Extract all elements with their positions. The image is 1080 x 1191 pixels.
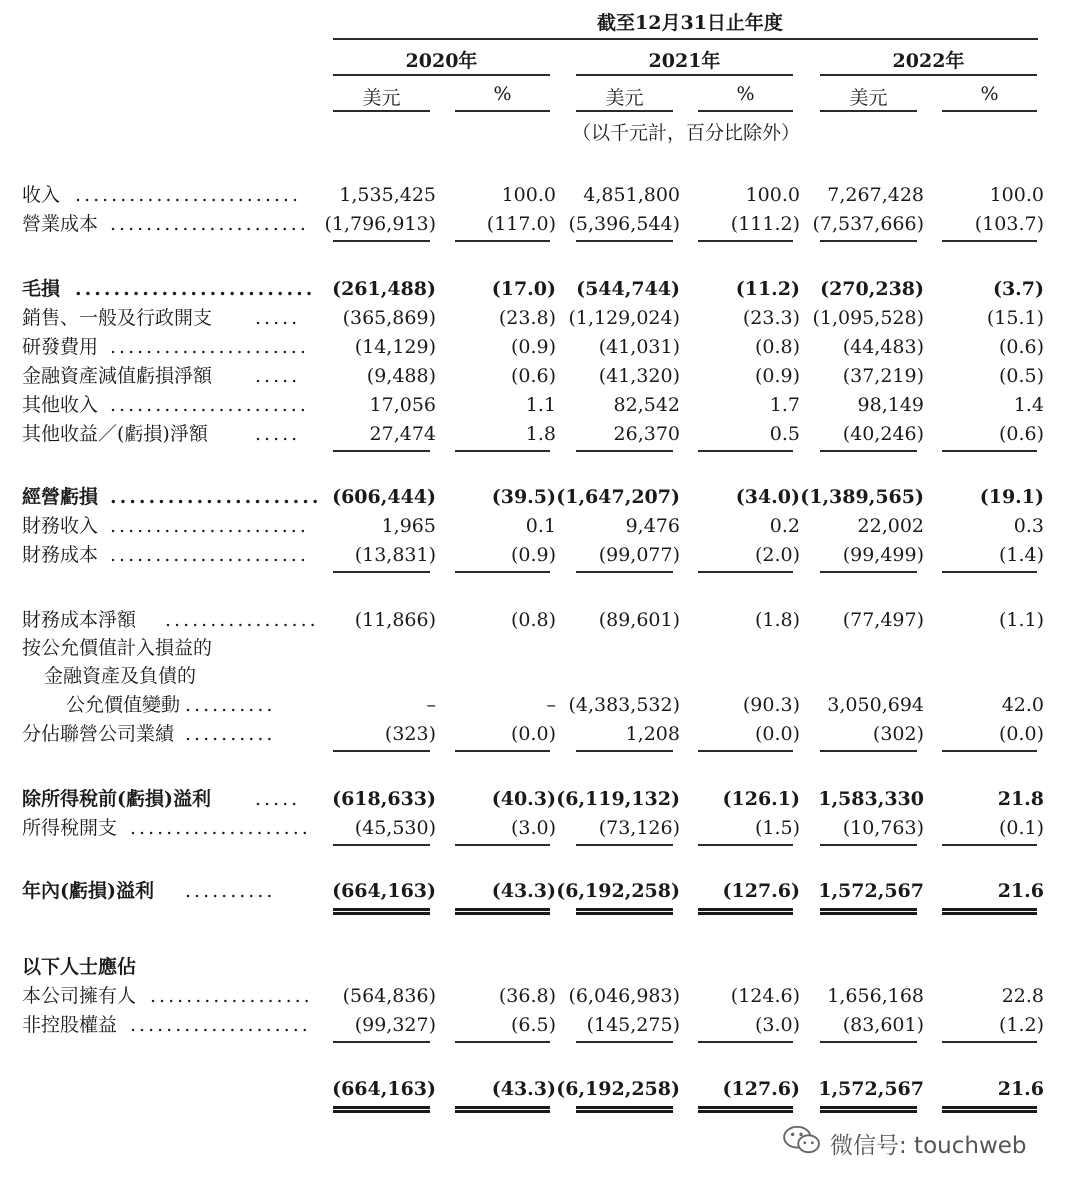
value-2022-pct: (1.4) — [998, 544, 1044, 566]
row-rnd: 研發費用 ...................... (14,129) (0.9) (41,031) (0.8) (44,483) (0.6) — [0, 333, 1080, 362]
value-2020-pct: 1.1 — [525, 394, 556, 416]
value-2021-usd: (1,647,207) — [556, 486, 680, 508]
value-2020-usd: (323) — [384, 723, 436, 745]
value-2021-usd: (99,077) — [598, 544, 680, 566]
row-finance-net: 財務成本淨額 ................. (11,866) (0.8) (89,601) (1.8) (77,497) (1.1) — [0, 606, 1080, 635]
value-2021-usd: 82,542 — [613, 394, 680, 416]
row-label: 公允價值變動 — [66, 694, 181, 716]
value-2020-usd: (564,836) — [342, 985, 436, 1007]
row-income-tax: 所得稅開支 .................... (45,530) (3.0) (73,126) (1.5) (10,763) (0.1) — [0, 814, 1080, 843]
value-2021-pct: (0.9) — [754, 365, 800, 387]
value-2020-pct: (0.9) — [510, 336, 556, 358]
row-label: 財務成本淨額 — [22, 609, 137, 631]
value-2020-usd: (618,633) — [332, 788, 436, 810]
value-2022-usd: 98,149 — [857, 394, 924, 416]
value-2020-pct: 1.8 — [525, 423, 556, 445]
value-2020-usd: (606,444) — [332, 486, 436, 508]
value-2021-pct: (126.1) — [722, 788, 800, 810]
value-2022-usd: (1,389,565) — [800, 486, 924, 508]
value-2021-usd: (1,129,024) — [568, 307, 680, 329]
value-2022-usd: 1,583,330 — [818, 788, 924, 810]
row-other-income: 其他收入 ...................... 17,056 1.1 82,542 1.7 98,149 1.4 — [0, 391, 1080, 420]
row-label: 銷售、一般及行政開支 — [22, 307, 213, 329]
value-2021-usd: 9,476 — [625, 515, 680, 537]
subtotal-rule — [333, 240, 430, 242]
value-2020-usd: (664,163) — [332, 880, 436, 902]
value-2021-pct: (127.6) — [722, 1078, 800, 1100]
value-2022-pct: (0.5) — [998, 365, 1044, 387]
value-2022-usd: (83,601) — [842, 1014, 924, 1036]
value-2020-pct: (17.0) — [491, 278, 556, 300]
value-2020-pct: (0.8) — [510, 609, 556, 631]
value-2022-pct: (0.6) — [998, 336, 1044, 358]
row-sga: 銷售、一般及行政開支 ..... (365,869) (23.8) (1,129,024) (23.3) (1,095,528) (15.1) — [0, 304, 1080, 333]
subtotal-rule — [576, 450, 673, 452]
value-2020-usd: (1,796,913) — [324, 213, 436, 235]
row-impairment: 金融資產減值虧損淨額 ..... (9,488) (0.6) (41,320) (0.9) (37,219) (0.5) — [0, 362, 1080, 391]
value-2020-pct: (23.8) — [498, 307, 556, 329]
total-double-rule — [942, 1106, 1037, 1113]
value-2020-pct: (36.8) — [498, 985, 556, 1007]
row-label: 除所得稅前(虧損)溢利 — [22, 788, 211, 810]
row-fv-label-1 — [0, 634, 1080, 663]
value-2020-usd: (365,869) — [342, 307, 436, 329]
value-2022-pct: (19.1) — [979, 486, 1044, 508]
value-2021-usd: (145,275) — [586, 1014, 680, 1036]
subtotal-rule — [820, 1041, 917, 1043]
value-2020-usd: (11,866) — [354, 609, 436, 631]
total-double-rule — [820, 908, 917, 915]
row-label: 按公允價值計入損益的 — [22, 637, 213, 659]
value-2021-pct: (11.2) — [735, 278, 800, 300]
subtotal-rule — [333, 844, 430, 846]
row-label: 分佔聯營公司業績 — [22, 723, 175, 745]
subtotal-rule — [333, 571, 430, 573]
row-label: 營業成本 — [22, 213, 99, 235]
value-2022-pct: (0.6) — [998, 423, 1044, 445]
value-2020-usd: (664,163) — [332, 1078, 436, 1100]
subtotal-rule — [698, 571, 793, 573]
subtotal-rule — [333, 450, 430, 452]
row-pretax: 除所得稅前(虧損)溢利 ..... (618,633) (40.3) (6,119,132) (126.1) 1,583,330 21.8 — [0, 785, 1080, 814]
value-2020-usd: 1,965 — [381, 515, 436, 537]
value-2022-usd: 7,267,428 — [827, 184, 924, 206]
row-label: 經營虧損 — [22, 486, 99, 508]
row-nci: 非控股權益 .................... (99,327) (6.5) (145,275) (3.0) (83,601) (1.2) — [0, 1011, 1080, 1040]
value-2021-pct: (127.6) — [722, 880, 800, 902]
year-2022: 2022年 — [892, 50, 965, 72]
subtotal-rule — [942, 844, 1037, 846]
value-2021-usd: (5,396,544) — [568, 213, 680, 235]
subtotal-rule — [455, 450, 550, 452]
value-2022-usd: (44,483) — [842, 336, 924, 358]
wechat-icon — [782, 1124, 822, 1156]
row-label: 其他收入 — [22, 394, 99, 416]
value-2021-usd: 1,208 — [625, 723, 680, 745]
value-2022-pct: (15.1) — [986, 307, 1044, 329]
value-2022-usd: (270,238) — [820, 278, 924, 300]
value-2020-pct: (117.0) — [486, 213, 556, 235]
year-2020: 2020年 — [405, 50, 478, 72]
value-2021-pct: 0.2 — [769, 515, 800, 537]
unit-usd: 美元 — [849, 87, 888, 109]
subtotal-rule — [942, 1041, 1037, 1043]
value-2022-usd: 3,050,694 — [827, 694, 924, 716]
value-2020-pct: (39.5) — [491, 486, 556, 508]
subtotal-rule — [820, 844, 917, 846]
total-double-rule — [942, 908, 1037, 915]
value-2021-pct: (0.8) — [754, 336, 800, 358]
row-label: 收入 — [22, 184, 61, 206]
value-2020-pct: – — [546, 694, 556, 716]
subtotal-rule — [820, 571, 917, 573]
header-rule — [333, 38, 1038, 40]
value-2021-pct: 0.5 — [769, 423, 800, 445]
year-2021: 2021年 — [648, 50, 721, 72]
row-fv-changes: 公允價值變動 .......... – – (4,383,532) (90.3) 3,050,694 42.0 — [0, 691, 1080, 720]
row-label: 毛損 — [22, 278, 61, 300]
unit-percent: % — [736, 83, 755, 105]
unit-rule — [455, 110, 550, 112]
subtotal-rule — [698, 750, 793, 752]
subtotal-rule — [942, 571, 1037, 573]
value-2022-pct: (1.1) — [998, 609, 1044, 631]
value-2022-usd: (40,246) — [842, 423, 924, 445]
value-2020-pct: (0.0) — [510, 723, 556, 745]
value-2022-usd: (37,219) — [842, 365, 924, 387]
value-2022-pct: 21.8 — [997, 788, 1044, 810]
value-2020-pct: (0.6) — [510, 365, 556, 387]
row-finance-income: 財務收入 ...................... 1,965 0.1 9,476 0.2 22,002 0.3 — [0, 512, 1080, 541]
value-2020-usd: 1,535,425 — [339, 184, 436, 206]
value-2022-pct: (1.2) — [998, 1014, 1044, 1036]
value-2020-usd: (13,831) — [354, 544, 436, 566]
value-2021-pct: (23.3) — [742, 307, 800, 329]
unit-usd: 美元 — [605, 87, 644, 109]
value-2021-usd: (544,744) — [576, 278, 680, 300]
value-2020-usd: (45,530) — [354, 817, 436, 839]
value-2022-pct: 22.8 — [1001, 985, 1044, 1007]
value-2021-pct: (34.0) — [735, 486, 800, 508]
value-2020-pct: (6.5) — [510, 1014, 556, 1036]
row-gross-loss: 毛損 ......................... (261,488) (17.0) (544,744) (11.2) (270,238) (3.7) — [0, 275, 1080, 304]
value-2020-usd: (9,488) — [366, 365, 436, 387]
value-2020-usd: 27,474 — [369, 423, 436, 445]
row-net: 年內(虧損)溢利 .......... (664,163) (43.3) (6,192,258) (127.6) 1,572,567 21.6 — [0, 877, 1080, 906]
value-2021-pct: (111.2) — [730, 213, 800, 235]
value-2020-usd: (261,488) — [332, 278, 436, 300]
value-2021-pct: (2.0) — [754, 544, 800, 566]
unit-rule — [820, 110, 917, 112]
value-2021-usd: (41,320) — [598, 365, 680, 387]
value-2022-pct: 42.0 — [1001, 694, 1044, 716]
value-2021-usd: (41,031) — [598, 336, 680, 358]
value-2022-usd: 1,572,567 — [818, 880, 924, 902]
unit-rule — [942, 110, 1037, 112]
value-2022-pct: (0.0) — [998, 723, 1044, 745]
subtotal-rule — [942, 750, 1037, 752]
value-2022-usd: (302) — [872, 723, 924, 745]
value-2021-pct: (0.0) — [754, 723, 800, 745]
value-2022-usd: (7,537,666) — [812, 213, 924, 235]
value-2021-usd: (6,119,132) — [556, 788, 680, 810]
row-label: 金融資產及負債的 — [44, 665, 197, 687]
row-total — [0, 1075, 1080, 1104]
value-2021-pct: 1.7 — [769, 394, 800, 416]
row-revenue: 收入 ......................... 1,535,425 100.0 4,851,800 100.0 7,267,428 100.0 — [0, 181, 1080, 210]
unit-rule — [333, 110, 430, 112]
total-double-rule — [576, 1106, 673, 1113]
subtotal-rule — [576, 844, 673, 846]
value-2021-pct: 100.0 — [745, 184, 800, 206]
value-2021-pct: (124.6) — [730, 985, 800, 1007]
subtotal-rule — [333, 1041, 430, 1043]
total-double-rule — [333, 908, 430, 915]
row-operating-loss: 經營虧損 ...................... (606,444) (39.5) (1,647,207) (34.0) (1,389,565) (19.1) — [0, 483, 1080, 512]
value-2022-usd: 1,656,168 — [827, 985, 924, 1007]
subtotal-rule — [455, 750, 550, 752]
subtotal-rule — [698, 1041, 793, 1043]
value-2020-pct: (40.3) — [491, 788, 556, 810]
value-2022-pct: (3.7) — [992, 278, 1044, 300]
value-2021-usd: (4,383,532) — [568, 694, 680, 716]
row-cost-of-revenue: 營業成本 ...................... (1,796,913) (117.0) (5,396,544) (111.2) (7,537,666) (103.7) — [0, 210, 1080, 239]
unit-rule — [698, 110, 793, 112]
subtotal-rule — [942, 450, 1037, 452]
row-associates: 分佔聯營公司業績 .......... (323) (0.0) 1,208 (0.0) (302) (0.0) — [0, 720, 1080, 749]
watermark-text: 微信号: touchweb — [830, 1133, 1027, 1159]
subtotal-rule — [942, 240, 1037, 242]
subtotal-rule — [698, 240, 793, 242]
row-label: 財務成本 — [22, 544, 99, 566]
year-rule — [576, 74, 793, 76]
total-double-rule — [698, 1106, 793, 1113]
value-2020-usd: (99,327) — [354, 1014, 436, 1036]
row-owners: 本公司擁有人 .................. (564,836) (36.8) (6,046,983) (124.6) 1,656,168 22.8 — [0, 982, 1080, 1011]
subtotal-rule — [576, 750, 673, 752]
row-label: 年內(虧損)溢利 — [22, 880, 154, 902]
value-2022-pct: 0.3 — [1013, 515, 1044, 537]
row-other-gains: 其他收益／(虧損)淨額 ..... 27,474 1.8 26,370 0.5 (40,246) (0.6) — [0, 420, 1080, 449]
row-label: 財務收入 — [22, 515, 99, 537]
row-label: 研發費用 — [22, 336, 99, 358]
period-header: 截至12月31日止年度 — [597, 12, 783, 34]
value-2020-pct: (43.3) — [491, 880, 556, 902]
value-2020-pct: (3.0) — [510, 817, 556, 839]
subtotal-rule — [698, 450, 793, 452]
year-rule — [333, 74, 550, 76]
value-2021-usd: (73,126) — [598, 817, 680, 839]
value-2020-usd: 17,056 — [369, 394, 436, 416]
value-2022-pct: 100.0 — [989, 184, 1044, 206]
row-label: 所得稅開支 — [22, 817, 118, 839]
row-finance-costs: 財務成本 ...................... (13,831) (0.9) (99,077) (2.0) (99,499) (1.4) — [0, 541, 1080, 570]
value-2022-usd: (77,497) — [842, 609, 924, 631]
value-2022-usd: 1,572,567 — [818, 1078, 924, 1100]
subtotal-rule — [455, 571, 550, 573]
row-label: 本公司擁有人 — [22, 985, 137, 1007]
value-2021-pct: (3.0) — [754, 1014, 800, 1036]
value-2021-usd: 4,851,800 — [583, 184, 680, 206]
subtotal-rule — [820, 450, 917, 452]
value-2021-usd: (6,192,258) — [556, 1078, 680, 1100]
value-2022-pct: (103.7) — [974, 213, 1044, 235]
value-2022-usd: (99,499) — [842, 544, 924, 566]
value-2021-usd: (6,046,983) — [568, 985, 680, 1007]
value-2021-usd: (6,192,258) — [556, 880, 680, 902]
subtotal-rule — [576, 240, 673, 242]
value-2020-usd: (14,129) — [354, 336, 436, 358]
total-double-rule — [576, 908, 673, 915]
total-double-rule — [820, 1106, 917, 1113]
value-2022-usd: (10,763) — [842, 817, 924, 839]
value-2022-usd: (1,095,528) — [812, 307, 924, 329]
subtotal-rule — [333, 750, 430, 752]
year-rule — [820, 74, 1037, 76]
value-2021-usd: (89,601) — [598, 609, 680, 631]
value-2022-pct: 1.4 — [1013, 394, 1044, 416]
value-2020-pct: (0.9) — [510, 544, 556, 566]
row-label: 非控股權益 — [22, 1014, 118, 1036]
row-label: 以下人士應佔 — [22, 956, 137, 978]
total-double-rule — [455, 908, 550, 915]
unit-percent: % — [493, 83, 512, 105]
total-double-rule — [455, 1106, 550, 1113]
total-double-rule — [698, 908, 793, 915]
row-label: 其他收益／(虧損)淨額 — [22, 423, 208, 445]
value-2021-pct: (1.8) — [754, 609, 800, 631]
value-2020-pct: (43.3) — [491, 1078, 556, 1100]
value-2020-pct: 0.1 — [525, 515, 556, 537]
subtotal-rule — [698, 844, 793, 846]
value-2020-usd: – — [426, 694, 436, 716]
value-2021-usd: 26,370 — [613, 423, 680, 445]
subtotal-rule — [820, 240, 917, 242]
value-2022-pct: (0.1) — [998, 817, 1044, 839]
unit-usd: 美元 — [362, 87, 401, 109]
value-2021-pct: (1.5) — [754, 817, 800, 839]
value-2021-pct: (90.3) — [742, 694, 800, 716]
subtotal-rule — [455, 844, 550, 846]
subtotal-rule — [576, 1041, 673, 1043]
subtotal-rule — [820, 750, 917, 752]
value-2022-pct: 21.6 — [997, 880, 1044, 902]
unit-percent: % — [980, 83, 999, 105]
unit-note: （以千元計，百分比除外） — [571, 122, 800, 144]
subtotal-rule — [455, 1041, 550, 1043]
row-attrib-header — [0, 953, 1080, 982]
value-2022-pct: 21.6 — [997, 1078, 1044, 1100]
value-2022-usd: 22,002 — [857, 515, 924, 537]
total-double-rule — [333, 1106, 430, 1113]
value-2020-pct: 100.0 — [501, 184, 556, 206]
subtotal-rule — [576, 571, 673, 573]
subtotal-rule — [455, 240, 550, 242]
row-fv-label-2 — [0, 662, 1080, 691]
row-label: 金融資產減值虧損淨額 — [22, 365, 213, 387]
unit-rule — [576, 110, 673, 112]
